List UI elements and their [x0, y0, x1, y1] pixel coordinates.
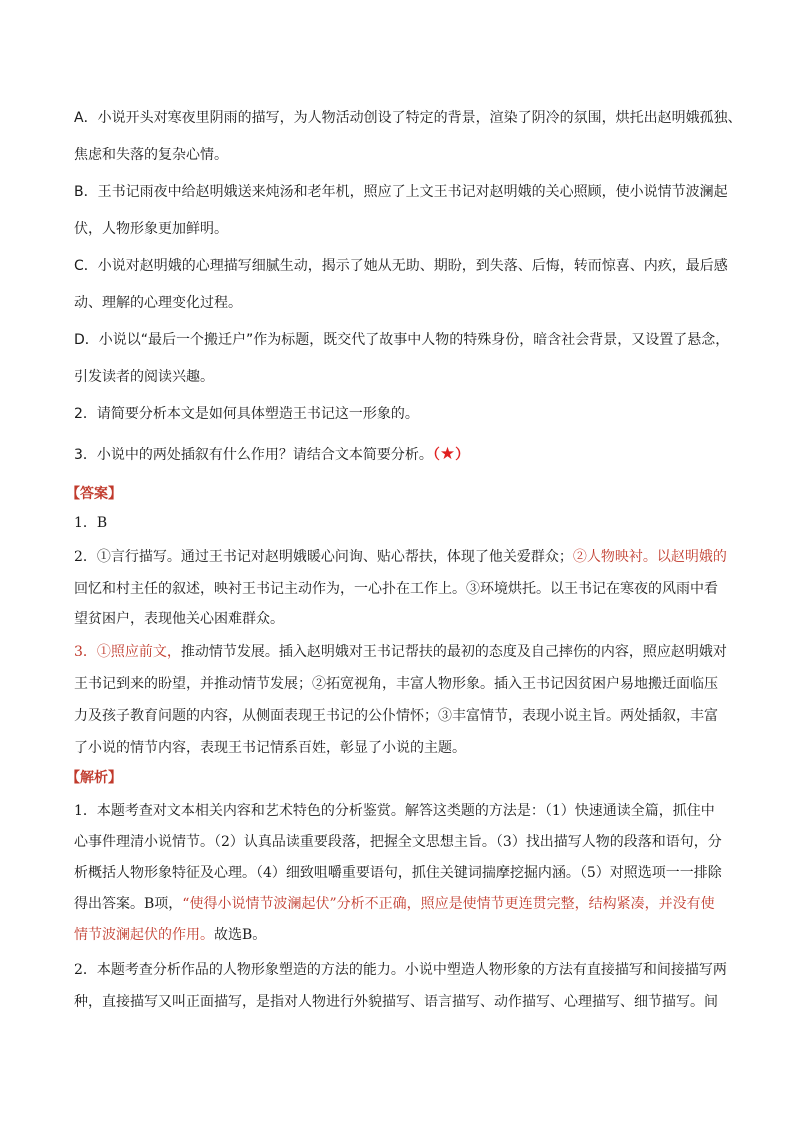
answer-3-line2: 王书记到来的盼望，并推动情节发展；②拓宽视角，丰富人物形象。插入王书记因贫困户易地搬迁面临压	[74, 676, 718, 692]
answer-3-line4: 了小说的情节内容，表现王书记情系百姓，彰显了小说的主题。	[74, 740, 466, 756]
analysis-line-5-red: 情节波澜起伏的作用。	[74, 927, 214, 943]
analysis-line-4-black: 得出答案。B项，	[74, 896, 183, 912]
option-a-line1: A．小说开头对寒夜里阴雨的描写，为人物活动创设了特定的背景，渲染了阴冷的氛围，烘托出赵明娥孤独、	[74, 110, 742, 126]
analysis-line-4-red: “使得小说情节波澜起伏”分析不正确，照应是使情节更连贯完整，结构紧凑，并没有使	[182, 896, 715, 912]
q3-close-bracket: ）	[455, 447, 470, 463]
q3-open-bracket: （	[432, 447, 440, 463]
option-b-line2: 伏，人物形象更加鲜明。	[74, 221, 228, 237]
analysis-line-2: 心事件理清小说情节。（2）认真品读重要段落，把握全文思想主旨。（3）找出描写人物的段落和语句，分	[74, 834, 722, 850]
option-b-line1: B．王书记雨夜中给赵明娥送来炖汤和老年机，照应了上文王书记对赵明娥的关心照顾，使小说情节波澜起	[74, 184, 728, 200]
answer-2-line2: 回忆和村主任的叙述，映衬王书记主动作为，一心扑在工作上。③环境烘托。以王书记在寒夜的风雨中看	[74, 581, 718, 597]
analysis-line-4	[74, 894, 715, 914]
answer-2-line1-red: ②人物映衬。以赵明娥的	[572, 549, 727, 565]
option-d-line1: D．小说以“最后一个搬迁户”作为标题，既交代了故事中人物的特殊身份，暗含社会背景，又设置了悬念，	[74, 332, 730, 348]
analysis-line-3: 析概括人物形象特征及心理。（4）细致咀嚼重要语句，抓住关键词揣摩挖掘内涵。（5）对照选项一一排除	[74, 865, 722, 881]
analysis-line-6: 2．本题考查分析作品的人物形象塑造的方法的能力。小说中塑造人物形象的方法有直接描写和间接描写两	[74, 962, 727, 978]
option-a-line2: 焦虑和失落的复杂心情。	[74, 147, 228, 163]
question-3	[74, 444, 469, 465]
answer-2-line3: 望贫困户，表现他关心困难群众。	[74, 611, 284, 627]
analysis-line-5	[74, 925, 266, 945]
answer-2-line1	[74, 547, 727, 567]
question-3-text: 3．小说中的两处插叙有什么作用？请结合文本简要分析。	[74, 447, 433, 463]
option-d-line2: 引发读者的阅读兴趣。	[74, 369, 214, 385]
answer-3-line1-black: 推动情节发展。插入赵明娥对王书记帮扶的最初的态度及自己摔伤的内容，照应赵明娥对	[180, 644, 727, 660]
option-c-line1: C．小说对赵明娥的心理描写细腻生动，揭示了她从无助、期盼，到失落、后悔，转而惊喜、内疚，最后感	[74, 258, 728, 274]
analysis-line-1: 1．本题考查对文本相关内容和艺术特色的分析鉴赏。解答这类题的方法是：（1）快速通读全篇，抓住中	[74, 803, 715, 819]
question-2: 2．请简要分析本文是如何具体塑造王书记这一形象的。	[74, 406, 419, 422]
answer-3-line1-red: 3．①照应前文，	[74, 644, 181, 660]
analysis-heading: 【解析】	[66, 770, 122, 786]
answer-heading: 【答案】	[66, 486, 122, 502]
answer-3-line3: 力及孩子教育问题的内容，从侧面表现王书记的公仆情怀；③丰富情节，表现小说主旨。两处插叙，丰富	[74, 708, 718, 724]
answer-2-line1-black: 2．①言行描写。通过王书记对赵明娥暖心问询、贴心帮扶，体现了他关爱群众；	[74, 549, 573, 565]
analysis-line-7: 种，直接描写又叫正面描写，是指对人物进行外貌描写、语言描写、动作描写、心理描写、细节描写。间	[74, 994, 718, 1010]
answer-1: 1．B	[74, 515, 108, 531]
option-c-line2: 动、理解的心理变化过程。	[74, 295, 242, 311]
answer-3-line1	[74, 642, 727, 662]
star-icon: ★	[439, 444, 456, 464]
analysis-line-5-black: 故选B。	[214, 927, 267, 943]
